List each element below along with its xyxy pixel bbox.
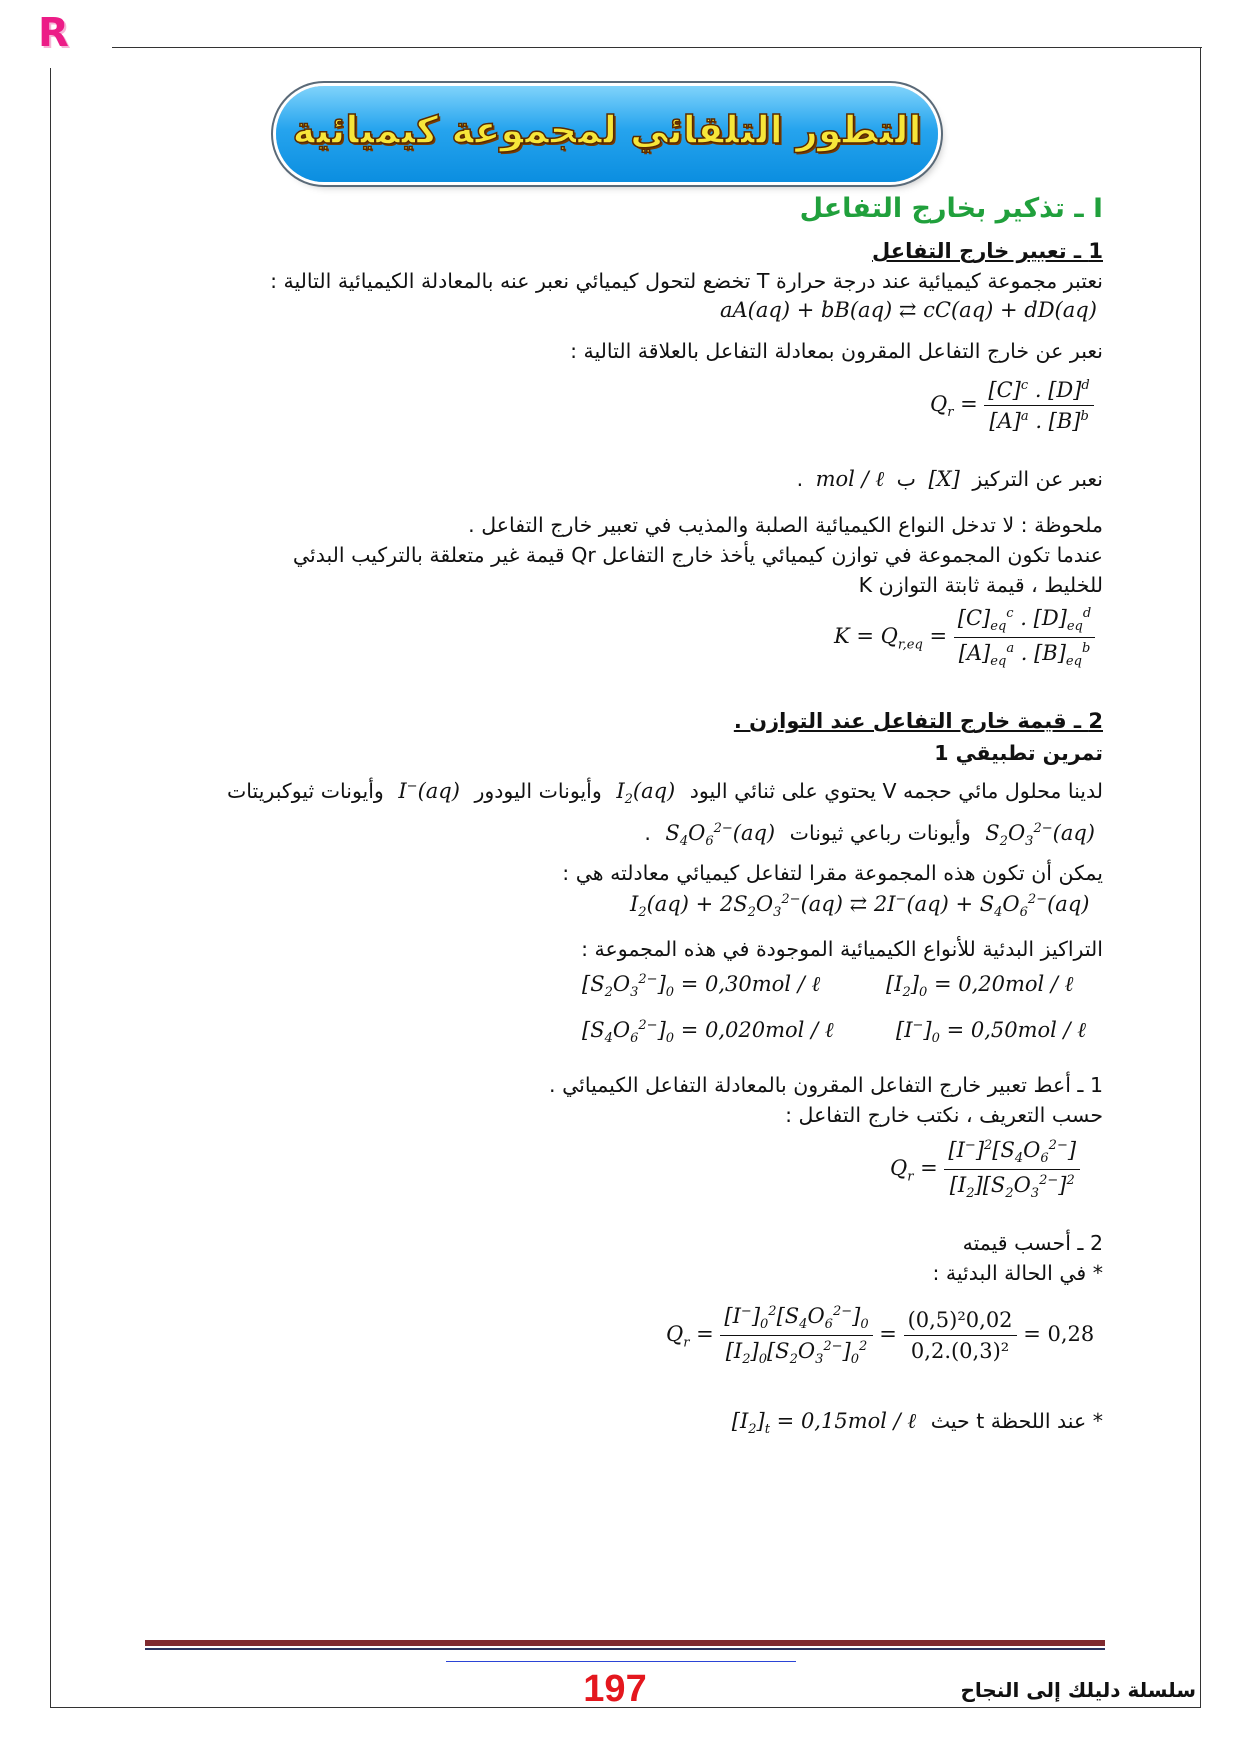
conc-thiosulfate: $[S_2O_3^{2-}]_0 = 0,30mol$ / ℓ (582, 972, 821, 1001)
initial-state-label: * في الحالة البدئية : (932, 1261, 1103, 1285)
paragraph-quotient-def: نعبر عن خارج التفاعل المقرون بمعادلة التفاعل بالعلاقة التالية : (570, 339, 1103, 363)
section-heading: I ـ تذكير بخارج التفاعل (799, 193, 1103, 224)
subsection-heading-2: 2 ـ قيمة خارج التفاعل عند التوازن . (733, 709, 1103, 733)
frame-top-line (112, 47, 1202, 48)
formula-qr-general: $Q_r$ = $\frac{[C]^c . [D]^d}{[A]^a . [B]^b}$ (930, 378, 1094, 433)
subsection-heading-1: 1 ـ تعبير خارج التفاعل (872, 239, 1103, 263)
note-equilibrium: عندما تكون المجموعة في توازن كيميائي يأخذ خارج التفاعل Qr قيمة غير متعلقة بالتركيب البدئي (292, 543, 1103, 567)
paragraph-intro: نعتبر مجموعة كيميائية عند درجة حرارة T تخضع لتحول كيميائي نعبر عنه بالمعادلة الكيميائية التالية : (270, 269, 1103, 293)
exercise-paragraph-2: $S_2O_3^{2-}(aq)$ وأيونات رباعي ثيونات $S_4O_6^{2-}(aq)$ . (644, 821, 1095, 850)
frame-left-line (50, 68, 51, 1708)
note-equilibrium-constant: للخليط ، قيمة ثابتة التوازن K (858, 573, 1103, 597)
footer-link-underline (446, 1661, 796, 1662)
paragraph-concentration-notation: نعبر عن التركيز [X] ب mol / ℓ . (796, 467, 1103, 491)
formula-qr-specific: $Q_r$ = $\frac{[I^-]^2[S_4O_6^{2-}]}{[I_2][S_2O_3^{2-}]^2}$ (890, 1138, 1080, 1201)
page-title: التطور التلقائي لمجموعة كيميائية (292, 108, 922, 152)
note-solids: ملحوظة : لا تدخل النواع الكيميائية الصلبة والمذيب في تعبير خارج التفاعل . (468, 513, 1103, 537)
exercise-paragraph-4: التراكيز البدئية للأنواع الكيميائية الموجودة في هذه المجموعة : (581, 937, 1103, 961)
exercise-paragraph-1: لدينا محلول مائي حجمه V يحتوي على ثنائي اليود $I_2(aq)$ وأيونات اليودور I−(aq) وأيونات ثيوكبريتات (227, 779, 1103, 808)
footer-separator-thin (145, 1648, 1105, 1650)
frame-right-line (1200, 47, 1201, 1708)
formula-qr-calculation: $Q_r$ = $\frac{[I^-]_0^2[S_4O_6^{2-}]_0}{[I_2]_0[S_2O_3^{2-}]_0^2}$ = $\frac{\text{(0,5)²0,02}}{\text{0,2.(0,3)²}}$ = 0,28 (666, 1304, 1095, 1368)
question-2: 2 ـ أحسب قيمته (962, 1231, 1103, 1255)
exercise-paragraph-3: يمكن أن تكون هذه المجموعة مقرا لتفاعل كيميائي معادلته هي : (562, 861, 1103, 885)
question-1-answer: حسب التعريف ، نكتب خارج التفاعل : (785, 1103, 1103, 1127)
page-number: 197 (583, 1668, 647, 1710)
reaction-equation-general: aA(aq) + bB(aq) ⇄ cC(aq) + dD(aq) (720, 298, 1097, 322)
series-name: سلسلة دليلك إلى النجاح (960, 1678, 1196, 1702)
conc-tetrathionate: $[S_4O_6^{2-}]_0 = 0,020mol$ / ℓ (582, 1018, 834, 1047)
conc-iodine: $[I_2]_0 = 0,20mol$ / ℓ (886, 972, 1074, 1001)
conc-iodide: $[I^-]_0 = 0,50mol$ / ℓ (896, 1018, 1087, 1047)
brand-logo: R (38, 10, 69, 56)
moment-t-line: * عند اللحظة t حيث $[I_2]_t = 0,15mol$ / ℓ (731, 1409, 1103, 1438)
footer-separator-thick (145, 1640, 1105, 1646)
formula-equilibrium-constant: $K = Q_{r,eq}$ = $\frac{[C]_{eq}^c . [D]_{eq}^d}{[A]_{eq}^a . [B]_{eq}^b}$ (834, 606, 1095, 669)
reaction-equation-iodine: $I_2(aq) + 2S_2O_3^{2-}(aq)$ ⇄ $2I^-(aq) + S_4O_6^{2-}(aq)$ (630, 892, 1090, 921)
exercise-title: تمرين تطبيقي 1 (934, 741, 1103, 765)
question-1: 1 ـ أعط تعبير خارج التفاعل المقرون بالمعادلة التفاعل الكيميائي . (549, 1073, 1103, 1097)
